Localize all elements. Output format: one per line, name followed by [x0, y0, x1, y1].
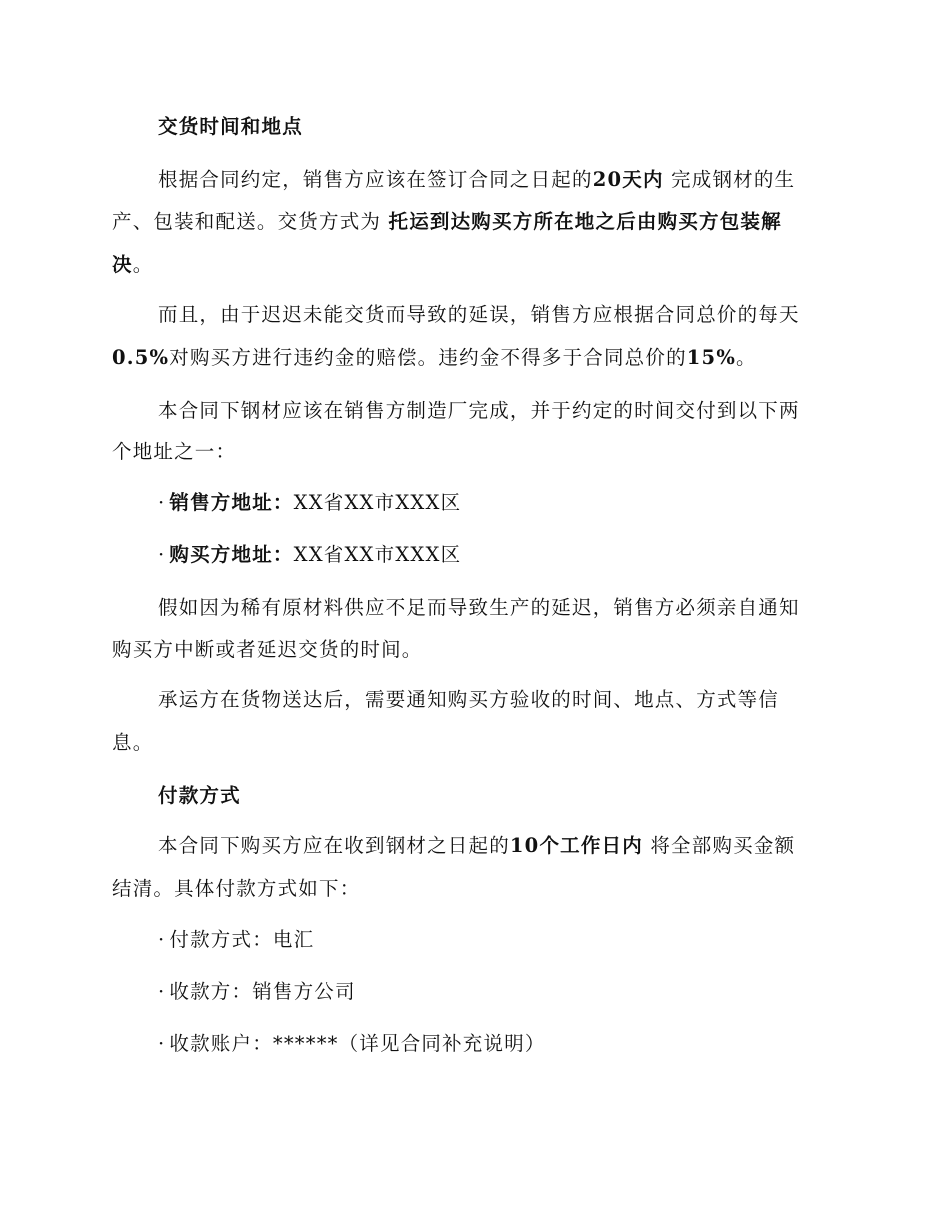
paragraph-line: 购买方中断或者延迟交货的时间。	[112, 638, 423, 661]
paragraph-line	[112, 344, 842, 372]
text-run: 完成钢材的生	[663, 168, 796, 191]
payment-item-text: 收款账户：******（详见合同补充说明）	[169, 1032, 546, 1055]
section-heading-payment: 付款方式	[158, 784, 241, 807]
address-item-buyer	[158, 541, 888, 569]
bullet-icon: ·	[158, 543, 166, 566]
payment-item	[158, 926, 888, 954]
address-value: XX省XX市XXX区	[293, 543, 462, 566]
text-run: 将全部购买金额	[642, 834, 796, 857]
paragraph-line: 假如因为稀有原材料供应不足而导致生产的延迟，销售方必须亲自通知	[158, 596, 800, 619]
payment-item-text: 付款方式：电汇	[169, 928, 315, 951]
address-item-seller	[158, 489, 888, 517]
paragraph-line	[112, 251, 842, 279]
address-label: 购买方地址：	[169, 543, 294, 566]
paragraph-line	[158, 166, 888, 194]
bullet-icon: ·	[158, 491, 166, 514]
address-value: XX省XX市XXX区	[293, 491, 462, 514]
paragraph-line	[158, 832, 888, 860]
section-heading-delivery: 交货时间和地点	[158, 115, 303, 138]
paragraph-line: 个地址之一：	[112, 440, 237, 463]
paragraph-line: 而且，由于迟迟未能交货而导致的延误，销售方应根据合同总价的每天	[158, 303, 800, 326]
text-run: 。	[132, 253, 154, 276]
bullet-icon: ·	[158, 980, 166, 1003]
text-run: 根据合同约定，销售方应该在签订合同之日起的	[158, 168, 593, 191]
text-run: 本合同下购买方应在收到钢材之日起的	[158, 834, 510, 857]
text-run-bold: 决	[112, 253, 133, 276]
paragraph-line: 本合同下钢材应该在销售方制造厂完成，并于约定的时间交付到以下两	[158, 399, 800, 422]
text-run-bold: 托运到达购买方所在地之后由购买方包装解	[388, 210, 782, 233]
text-run: 。	[736, 346, 757, 369]
paragraph-line: 承运方在货物送达后，需要通知购买方验收的时间、地点、方式等信	[158, 688, 780, 711]
text-run: 对购买方进行违约金的赔偿。违约金不得多于合同总价的	[169, 346, 687, 369]
paragraph-line: 结清。具体付款方式如下：	[112, 877, 361, 900]
text-run-bold: 20天内	[592, 168, 664, 191]
paragraph-line: 息。	[112, 731, 154, 754]
payment-item	[158, 978, 888, 1006]
paragraph-line	[112, 208, 842, 236]
text-run-bold: 0.5%	[112, 346, 170, 369]
text-run-bold: 15%	[686, 346, 737, 369]
bullet-icon: ·	[158, 1032, 166, 1055]
payment-item-text: 收款方：销售方公司	[169, 980, 356, 1003]
text-run-bold: 10个工作日内	[509, 834, 643, 857]
payment-item	[158, 1030, 888, 1058]
text-run: 产、包装和配送。交货方式为	[112, 210, 389, 233]
bullet-icon: ·	[158, 928, 166, 951]
address-label: 销售方地址：	[169, 491, 294, 514]
